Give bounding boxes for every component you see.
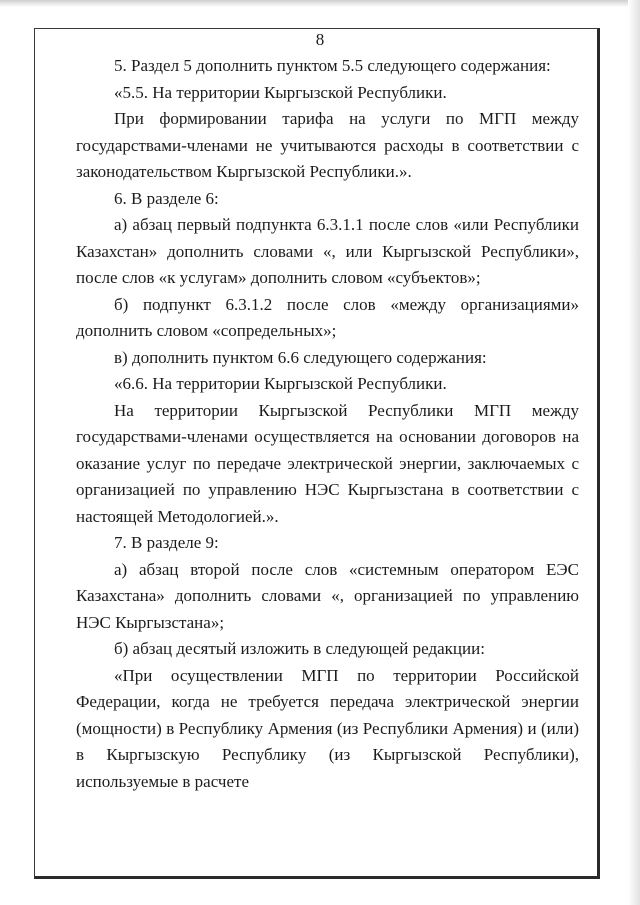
paragraph-6-6-heading: «6.6. На территории Кыргызской Республики. [114,374,447,393]
paragraph-6-6-text: На территории Кыргызской Республики МГП между государствами-членами осуществляется на основании договоров на оказание услуг по передаче электрической энергии, заключаемых с организацией по управлению НЭС Кыргызстана в соответствии с настоящей Методологией.». [76,400,579,526]
document-body [76,53,579,795]
paragraph-7-a: а) абзац второй после слов «системным оператором ЕЭС Казахстана» дополнить словами «, организацией по управлению НЭС Кыргызстана»; [76,559,579,632]
page-number: 8 [315,30,325,49]
paragraph-6-b: б) подпункт 6.3.1.2 после слов «между организациями» дополнить словом «сопредельных»; [76,294,579,340]
scan-edge-top [0,0,640,7]
paragraph-5-5-text: При формировании тарифа на услуги по МГП между государствами-членами не учитываются расходы в соответствии с законодательством Кыргызской Республики.». [76,109,579,181]
paragraph-section-7: 7. В разделе 9: [114,533,219,552]
paragraph-6-c: в) дополнить пунктом 6.6 следующего содержания: [114,347,487,367]
paragraph-6-a: а) абзац первый подпункта 6.3.1.1 после слов «или Республики Казахстан» дополнить словами «, или Кыргызской Республики», после слов «к услугам» дополнить словом «субъектов»; [76,215,579,287]
paragraph-section-6: 6. В разделе 6: [114,188,219,208]
paragraph-7-b: б) абзац десятый изложить в следующей редакции: [114,639,485,658]
paragraph-5-5-heading: «5.5. На территории Кыргызской Республики. [114,82,447,102]
paragraph-7-b-quote: «При осуществлении МГП по территории Российской Федерации, когда не требуется передача электрической энергии (мощности) в Республику Армения (из Республики Армения) и (или) в Кыргызскую Республику (из Кыргызской Республики), используемые в расчете [76,665,579,791]
paragraph-section-5: 5. Раздел 5 дополнить пунктом 5.5 следующего содержания: [114,56,551,75]
scan-edge-right [628,0,640,905]
